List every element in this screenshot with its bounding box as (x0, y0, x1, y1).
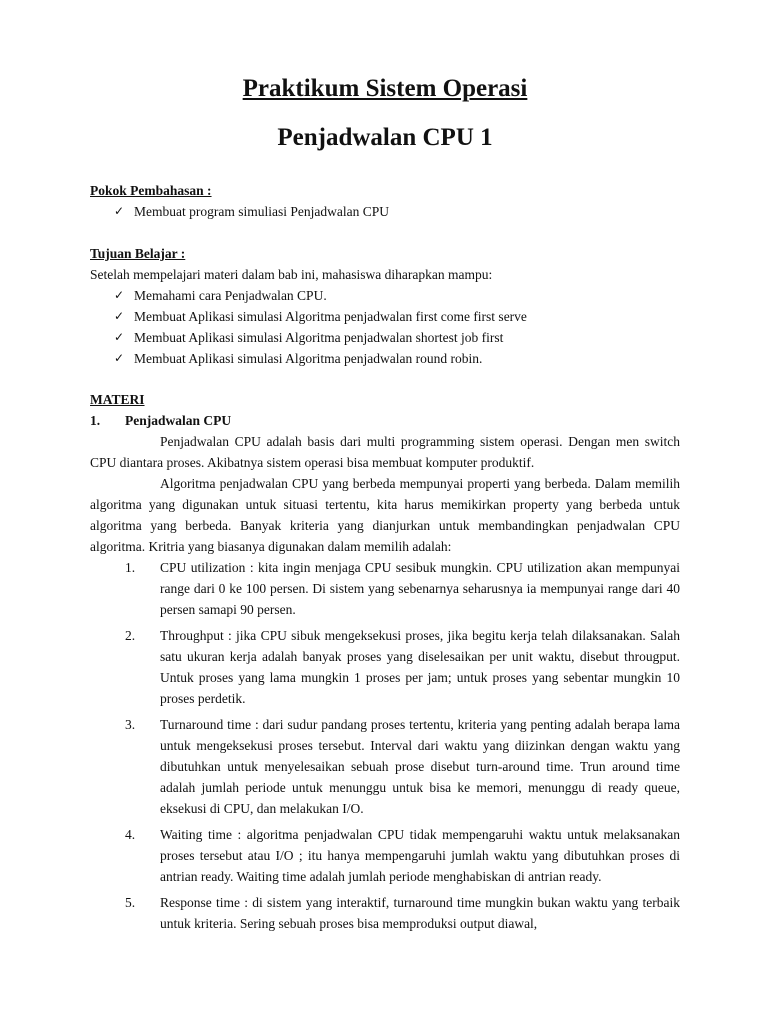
check-icon: ✓ (114, 330, 125, 344)
criteria-number: 2. (125, 628, 136, 643)
criteria-number: 4. (125, 827, 136, 842)
criteria-number: 1. (125, 560, 136, 575)
paragraph: Algoritma penjadwalan CPU yang berbeda mempunyai properti yang berbeda. Dalam memilih algoritma yang digunakan untuk situasi tertentu, kita harus memikirkan property yang berbeda untuk algoritma yang berbeda. Banyak kriteria yang dianjurkan untuk membandingkan penjadwalan CPU algoritma. Kritria yang biasanya digunakan dalam memilih adalah: (90, 476, 680, 554)
list-item-text: Membuat Aplikasi simulasi Algoritma penjadwalan round robin. (134, 351, 483, 366)
list-item-text: Memahami cara Penjadwalan CPU. (134, 288, 327, 303)
list-item (114, 327, 680, 348)
list-item-text: Membuat Aplikasi simulasi Algoritma penjadwalan first come first serve (134, 309, 527, 324)
criteria-number: 3. (125, 717, 136, 732)
list-item (114, 348, 680, 369)
criteria-text: CPU utilization : kita ingin menjaga CPU sesibuk mungkin. CPU utilization akan mempunyai range dari 0 ke 100 persen. Di sistem yang sebenarnya seharusnya ia mempunyai range dari 40 persen samapi 90 persen. (160, 560, 680, 617)
document-subtitle: Penjadwalan CPU 1 (277, 124, 493, 151)
list-item (114, 285, 680, 306)
materi-heading: MATERI (90, 392, 145, 407)
list-item (114, 201, 680, 222)
list-item-text: Membuat program simuliasi Penjadwalan CPU (134, 204, 389, 219)
tujuan-intro: Setelah mempelajari materi dalam bab ini, mahasiswa diharapkan mampu: (90, 267, 493, 282)
paragraph: Penjadwalan CPU adalah basis dari multi programming sistem operasi. Dengan men switch CPU diantara proses. Akibatnya sistem operasi bisa membuat komputer produktif. (90, 434, 680, 470)
criteria-item (90, 824, 680, 887)
check-icon: ✓ (114, 204, 125, 218)
check-icon: ✓ (114, 309, 125, 323)
criteria-text: Throughput : jika CPU sibuk mengeksekusi proses, jika begitu kerja telah dilaksanakan. Salah satu ukuran kerja adalah banyak proses yang diselesaikan per unit waktu, disebut througput. Untuk proses yang lama mungkin 1 proses per jam; untuk proses yang sebentar mungkin 10 proses perdetik. (160, 628, 680, 706)
section-title: Penjadwalan CPU (125, 413, 232, 428)
criteria-item (90, 625, 680, 709)
tujuan-list (90, 285, 680, 369)
criteria-list (90, 557, 680, 934)
criteria-text: Turnaround time : dari sudur pandang proses tertentu, kriteria yang penting adalah berapa lama untuk mengeksekusi proses tersebut. Interval dari waktu yang diizinkan dengan waktu yang dibutuhkan untuk menyelesaikan sebuah prose disebut turn-around time. Trun around time adalah jumlah periode untuk menunggu untuk bisa ke memori, menunggu di ready queue, eksekusi di CPU, dan melakukan I/O. (160, 717, 680, 816)
check-icon: ✓ (114, 351, 125, 365)
criteria-item (90, 892, 680, 934)
section-heading (90, 410, 680, 431)
pokok-heading: Pokok Pembahasan : (90, 183, 212, 198)
list-item-text: Membuat Aplikasi simulasi Algoritma penjadwalan shortest job first (134, 330, 504, 345)
criteria-text: Response time : di sistem yang interaktif, turnaround time mungkin bukan waktu yang terbaik untuk kriteria. Sering sebuah proses bisa memproduksi output diawal, (160, 895, 680, 931)
section-number: 1. (90, 413, 101, 428)
criteria-item (90, 557, 680, 620)
list-item (114, 306, 680, 327)
criteria-item (90, 714, 680, 819)
criteria-number: 5. (125, 895, 136, 910)
criteria-text: Waiting time : algoritma penjadwalan CPU tidak mempengaruhi waktu untuk melaksanakan proses tersebut atau I/O ; itu hanya mempengaruhi jumlah waktu yang dibutuhkan proses di antrian ready. Waiting time adalah jumlah periode menghabiskan di antrian ready. (160, 827, 680, 884)
document-title: Praktikum Sistem Operasi (242, 75, 528, 102)
pokok-list (90, 201, 680, 222)
check-icon: ✓ (114, 288, 125, 302)
tujuan-heading: Tujuan Belajar : (90, 246, 186, 261)
